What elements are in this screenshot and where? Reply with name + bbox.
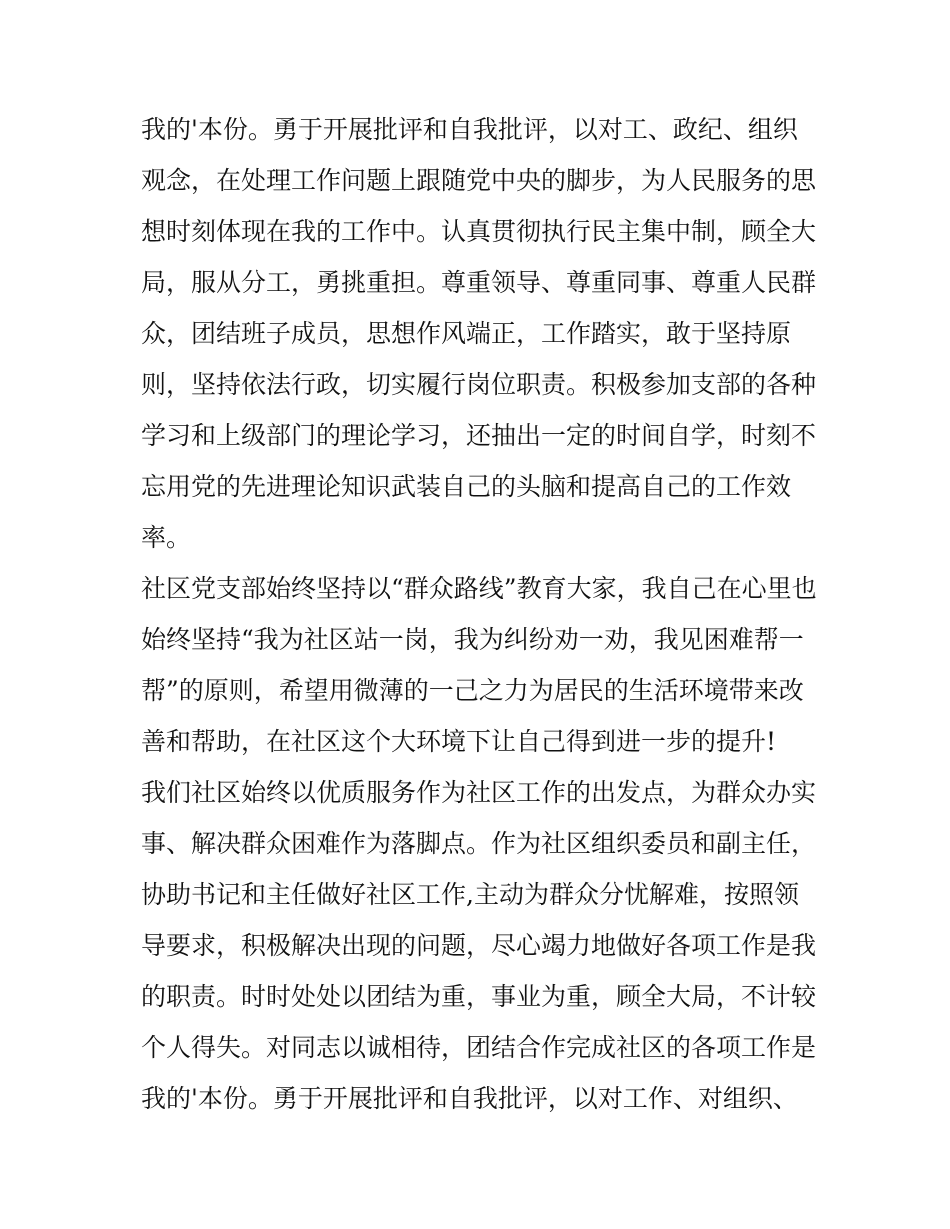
text-line: 帮”的原则，希望用微薄的一己之力为居民的生活环境带来改 (141, 676, 804, 705)
text-line: 率。 (141, 523, 192, 552)
text-line: 事、解决群众困难作为落脚点。作为社区组织委员和副主任， (141, 829, 817, 858)
text-line: 想时刻体现在我的工作中。认真贯彻执行民主集中制，顾全大 (141, 217, 817, 246)
text-line: 众，团结班子成员，思想作风端正，工作踏实，敢于坚持原 (141, 319, 792, 348)
text-line: 学习和上级部门的理论学习，还抽出一定的时间自学，时刻不 (141, 421, 817, 450)
text-line: 的职责。时时处处以团结为重，事业为重，顾全大局，不计较 (141, 982, 817, 1011)
document-body (141, 104, 821, 1124)
text-line: 协助书记和主任做好社区工作,主动为群众分忧解难，按照领 (141, 880, 799, 909)
text-line: 导要求，积极解决出现的问题，尽心竭力地做好各项工作是我 (141, 931, 817, 960)
text-line: 我的'本份。勇于开展批评和自我批评，以对工作、对组织、 (141, 1084, 798, 1113)
text-line: 个人得失。对同志以诚相待，团结合作完成社区的各项工作是 (141, 1033, 817, 1062)
text-line: 始终坚持“我为社区站一岗，我为纠纷劝一劝，我见困难帮一 (141, 625, 804, 654)
text-line: 社区党支部始终坚持以“群众路线”教育大家，我自己在心里也 (141, 574, 817, 603)
text-line: 则，坚持依法行政，切实履行岗位职责。积极参加支部的各种 (141, 370, 817, 399)
text-line: 我的'本份。勇于开展批评和自我批评，以对工、政纪、组织 (141, 115, 798, 144)
text-line: 善和帮助，在社区这个大环境下让自己得到进一步的提升! (141, 727, 777, 756)
text-line: 观念，在处理工作问题上跟随党中央的脚步，为人民服务的思 (141, 166, 817, 195)
text-line: 局，服从分工，勇挑重担。尊重领导、尊重同事、尊重人民群 (141, 268, 817, 297)
text-line: 我们社区始终以优质服务作为社区工作的出发点，为群众办实 (141, 778, 817, 807)
text-line: 忘用党的先进理论知识武装自己的头脑和提高自己的工作效 (141, 472, 792, 501)
